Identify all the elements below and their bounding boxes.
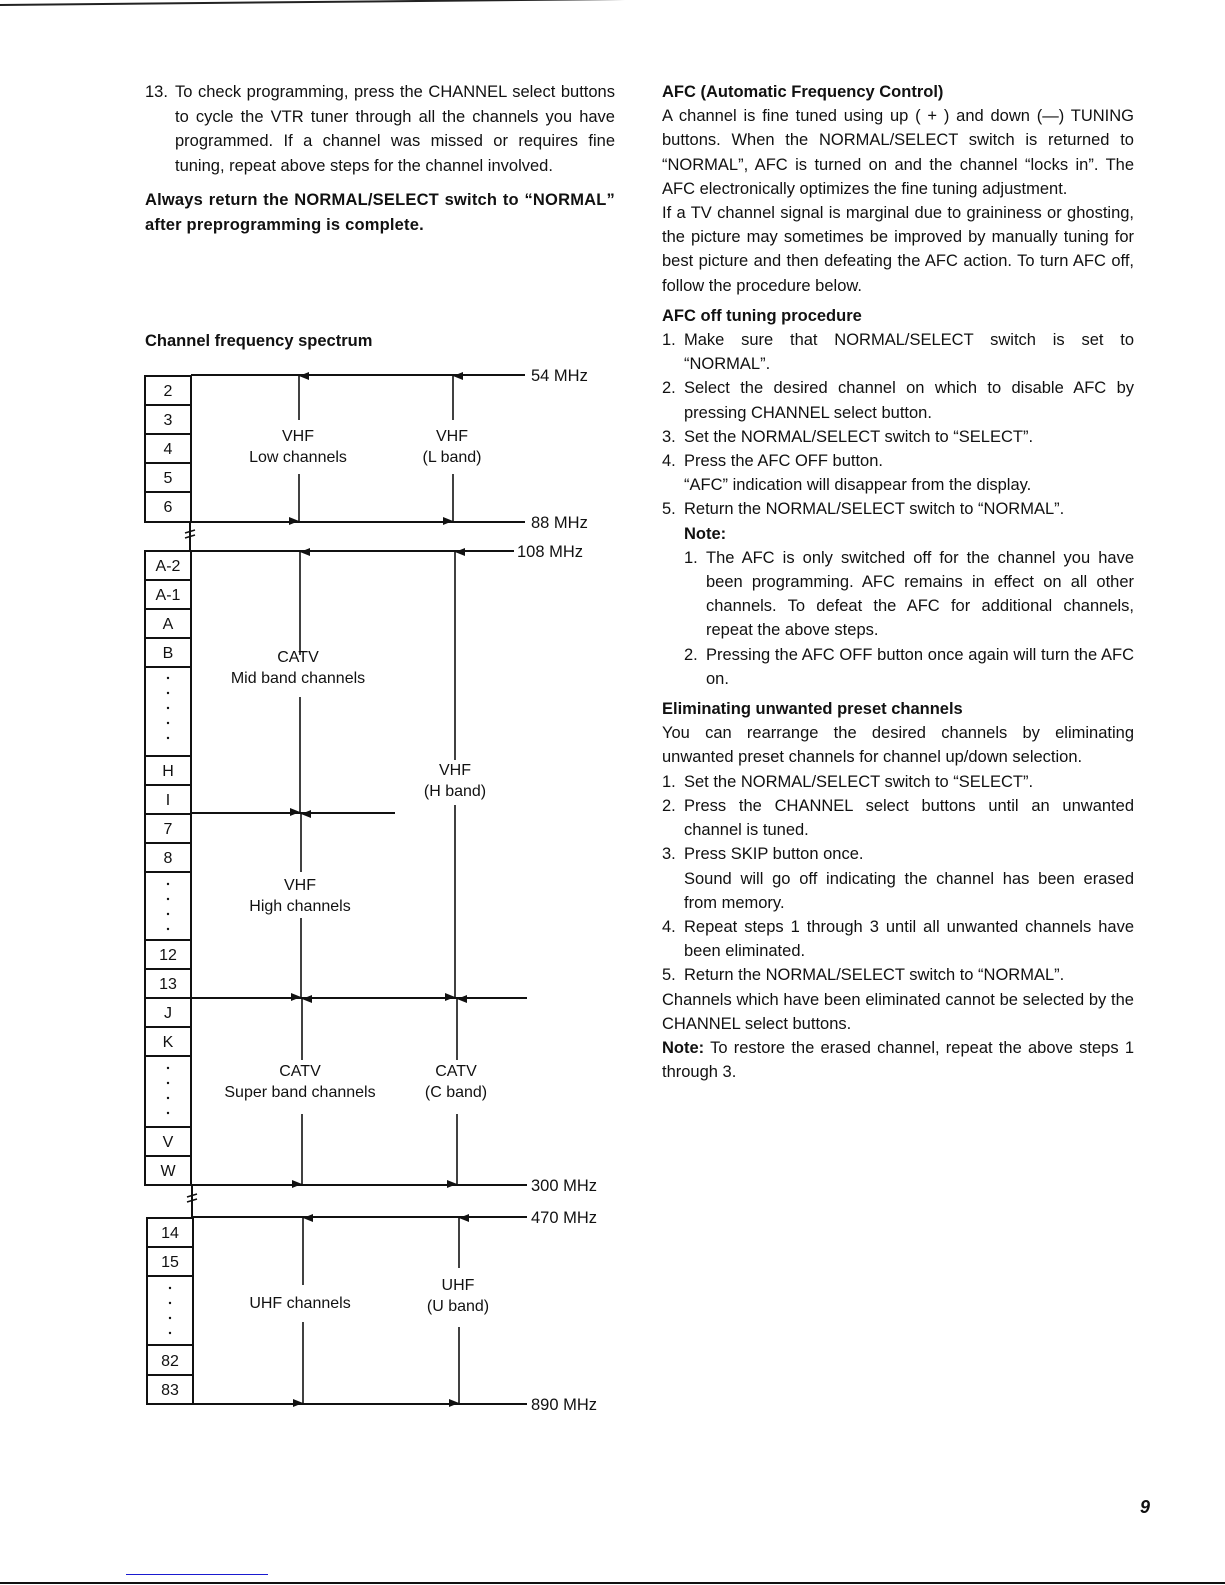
label-u-band: (U band) — [426, 1298, 490, 1315]
label-vhf-high: VHF — [284, 877, 316, 894]
channel-cell: 5 — [163, 470, 173, 487]
label-catv-mid: CATV — [277, 649, 319, 666]
channel-cell: 15 — [161, 1254, 179, 1271]
list-item: 4. Press the AFC OFF button. “AFC” indication will disappear from the display. — [662, 452, 1032, 495]
list-item: 1. Set the NORMAL/SELECT switch to “SELECT”. — [662, 772, 1034, 791]
channel-cell: I — [165, 792, 171, 809]
channel-cell: A-2 — [155, 558, 181, 575]
channel-cell: 82 — [161, 1353, 179, 1370]
label-vhf-low: Low channels — [249, 449, 347, 466]
label-vhf-low: VHF — [282, 428, 314, 445]
spectrum-title: Channel frequency spectrum — [145, 332, 373, 350]
afc-paragraph-1: A channel is fine tuned using up ( + ) and down (—) TUNING buttons. When the NORMAL/SELECT switch is returned to “NORMAL”, AFC is turned on and the channel “locks in”. The AFC electronically optimizes the fine tuning adjustment. — [662, 107, 1134, 198]
list-item: 2. Press the CHANNEL select buttons until an unwanted channel is tuned. — [662, 796, 1134, 840]
channel-cell: H — [162, 763, 174, 780]
channel-cell: 8 — [163, 850, 173, 867]
channel-cell: V — [162, 1134, 174, 1151]
label-h-band: (H band) — [423, 783, 487, 800]
label-c-band: CATV — [435, 1063, 477, 1080]
freq-890: 890 MHz — [531, 1396, 598, 1414]
label-catv-super: Super band channels — [224, 1084, 376, 1101]
channel-cell: 13 — [159, 976, 177, 993]
warning-text: Always return the NORMAL/SELECT switch to “NORMAL” after preprogramming is complete. — [145, 191, 615, 234]
channel-cell: A — [162, 616, 174, 633]
list-item: 3. Set the NORMAL/SELECT switch to “SELECT”. — [662, 427, 1034, 446]
label-catv-super: CATV — [279, 1063, 321, 1080]
channel-cell: B — [162, 645, 174, 662]
final-note: Note: To restore the erased channel, repeat the above steps 1 through 3. — [662, 1038, 1134, 1082]
label-vhf-high: High channels — [249, 898, 351, 915]
eliminate-intro: You can rearrange the desired channels by eliminating unwanted preset channels for channel up/down selection. — [662, 724, 1134, 767]
channel-cell: A-1 — [155, 587, 181, 604]
note-label: Note: — [684, 524, 727, 543]
link-underline[interactable] — [126, 1574, 268, 1575]
freq-54: 54 MHz — [531, 367, 588, 385]
list-item: 3. Press SKIP button once. Sound will go off indicating the channel has been erased from memory. — [662, 845, 1134, 912]
list-item: 4. Repeat steps 1 through 3 until all unwanted channels have been eliminated. — [662, 917, 1134, 961]
note-list — [684, 546, 1134, 691]
page-number: 9 — [1140, 1497, 1151, 1517]
step-text: To check programming, press the CHANNEL select buttons to cycle the VTR tuner through all the channels you have programmed. If a channel was missed or requires fine tuning, repeat above steps for the channel involved. — [175, 83, 615, 175]
note-label: Note: — [662, 1038, 705, 1057]
channel-cell: W — [160, 1163, 176, 1180]
freq-88: 88 MHz — [531, 514, 588, 532]
channel-cell: 2 — [163, 383, 173, 400]
label-uhf-channels: UHF channels — [249, 1295, 351, 1312]
label-u-band: UHF — [441, 1277, 475, 1294]
channel-cell: 6 — [163, 499, 173, 516]
afc-paragraph-2: If a TV channel signal is marginal due to graininess or ghosting, the picture may sometimes be improved by manually tuning for best picture and then defeating the AFC action. To turn AFC off, follow the procedure below. — [662, 204, 1134, 295]
list-item: 2. Select the desired channel on which to disable AFC by pressing CHANNEL select button. — [662, 379, 1134, 422]
label-catv-mid: Mid band channels — [230, 670, 366, 687]
eliminate-outro: Channels which have been eliminated cannot be selected by the CHANNEL select buttons. — [662, 990, 1134, 1033]
channel-cell: 3 — [163, 412, 173, 429]
channel-cell: 7 — [163, 821, 173, 838]
channel-cell: 4 — [163, 441, 173, 458]
label-l-band: VHF — [436, 428, 468, 445]
freq-108: 108 MHz — [517, 543, 584, 561]
afc-off-steps — [662, 328, 1134, 691]
label-c-band: (C band) — [424, 1084, 488, 1101]
right-column — [662, 80, 1134, 1084]
list-item: 5. Return the NORMAL/SELECT switch to “NORMAL”. — [662, 966, 1065, 985]
list-item: 1. The AFC is only switched off for the channel you have been programming. AFC remains in effect on all other channels. To defeat the AFC for additional channels, repeat the above steps. — [684, 548, 1134, 640]
channel-cell: 14 — [161, 1225, 179, 1242]
afc-off-heading: AFC off tuning procedure — [662, 306, 862, 325]
freq-300: 300 MHz — [531, 1177, 598, 1195]
eliminate-heading: Eliminating unwanted preset channels — [662, 700, 963, 719]
step-number: 13. — [145, 83, 168, 101]
channel-cell: 12 — [159, 947, 177, 964]
channel-cell: J — [164, 1005, 172, 1022]
afc-heading: AFC (Automatic Frequency Control) — [662, 83, 944, 101]
channel-cell: 83 — [161, 1382, 179, 1399]
list-item: 1. Make sure that NORMAL/SELECT switch is set to “NORMAL”. — [662, 331, 1134, 374]
channel-cell: K — [162, 1034, 174, 1051]
list-item: 2. Pressing the AFC OFF button once again will turn the AFC on. — [684, 645, 1134, 688]
eliminate-steps — [662, 770, 1134, 988]
label-l-band: (L band) — [422, 449, 482, 466]
freq-470: 470 MHz — [531, 1209, 598, 1227]
page-bottom-edge — [0, 1582, 1225, 1584]
list-item: 5. Return the NORMAL/SELECT switch to “NORMAL”. Note: 1. The AFC is only switched off for the channel you have been programming. AFC remains in effect on all other channels. To defeat the AFC for additional channels, repeat the above steps. 2. Pressing the AFC OFF button once again will turn the AFC on. — [662, 497, 1134, 691]
label-h-band: VHF — [439, 762, 471, 779]
